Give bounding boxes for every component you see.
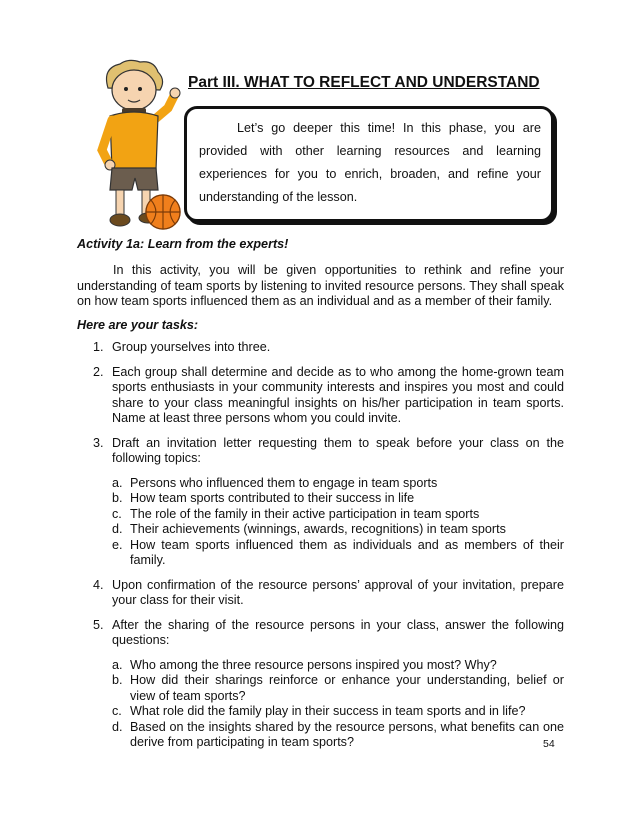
task-text: Upon confirmation of the resource persons’ approval of your invitation, prepare your class for their visit.	[112, 577, 564, 607]
sub-item	[112, 538, 564, 569]
task-item	[77, 618, 564, 751]
sub-item	[112, 673, 564, 704]
sub-text: How did their sharings reinforce or enhance your understanding, belief or view of team sports?	[130, 673, 564, 703]
sub-item	[112, 491, 564, 507]
task-number: 5.	[93, 617, 104, 632]
task-text: After the sharing of the resource persons in your class, answer the following questions:	[112, 617, 564, 647]
tasks-heading: Here are your tasks:	[77, 318, 199, 332]
sub-item	[112, 476, 564, 492]
sub-letter: c.	[112, 506, 122, 521]
task-item	[77, 340, 564, 356]
sub-letter: b.	[112, 491, 123, 505]
task-number: 1.	[93, 340, 104, 354]
sub-item	[112, 522, 564, 538]
basketball-icon	[144, 193, 182, 231]
sub-item	[112, 658, 564, 674]
task-number: 3.	[93, 435, 104, 450]
task-number: 4.	[93, 577, 104, 592]
intro-callout-box	[184, 106, 554, 222]
sub-text: How team sports contributed to their success in life	[130, 491, 415, 505]
sub-item	[112, 704, 564, 720]
task-text: Each group shall determine and decide as to who among the home-grown team sports enthusiasts in your community interests and inspires you most and could share to your class meaningful insights on his/her participation in team sports. Name at least three persons whom you could invite.	[112, 364, 564, 425]
sub-item	[112, 507, 564, 523]
sub-letter: d.	[112, 719, 123, 734]
sub-item	[112, 720, 564, 751]
sub-text: Persons who influenced them to engage in team sports	[130, 475, 438, 490]
task-text: Group yourselves into three.	[112, 340, 271, 354]
sub-list	[112, 658, 564, 751]
sub-letter: e.	[112, 537, 123, 552]
sub-text: Who among the three resource persons inspired you most? Why?	[130, 657, 497, 672]
task-list	[77, 340, 564, 760]
sub-letter: b.	[112, 673, 123, 687]
sub-text: The role of the family in their active participation in team sports	[130, 506, 480, 521]
activity-paragraph: In this activity, you will be given opportunities to rethink and refine your understanding of team sports by listening to invited resource persons. They shall speak on how team sports influenced them as an individual and as a member of their family.	[77, 263, 564, 308]
sub-text: Their achievements (winnings, awards, recognitions) in team sports	[130, 522, 506, 536]
page-number: 54	[543, 738, 555, 750]
task-text: Draft an invitation letter requesting them to speak before your class on the following topics:	[112, 435, 564, 465]
intro-text: Let’s go deeper this time! In this phase, you are provided with other learning resources and learning experiences for you to enrich, broaden, and refine your understanding of the lesson.	[199, 121, 541, 204]
sub-letter: a.	[112, 475, 123, 490]
task-item	[77, 436, 564, 569]
sub-letter: d.	[112, 522, 123, 536]
sub-text: What role did the family play in their success in team sports and in life?	[130, 704, 526, 718]
sub-letter: c.	[112, 704, 122, 718]
task-number: 2.	[93, 364, 104, 379]
sub-text: How team sports influenced them as individuals and as members of their family.	[130, 537, 564, 567]
sub-list	[112, 476, 564, 569]
task-item	[77, 365, 564, 427]
sub-text: Based on the insights shared by the resource persons, what benefits can one derive from participating in team sports?	[130, 719, 564, 749]
part-title: Part III. WHAT TO REFLECT AND UNDERSTAND	[188, 74, 540, 91]
sub-letter: a.	[112, 657, 123, 672]
activity-heading: Activity 1a: Learn from the experts!	[77, 237, 289, 251]
task-item	[77, 578, 564, 609]
